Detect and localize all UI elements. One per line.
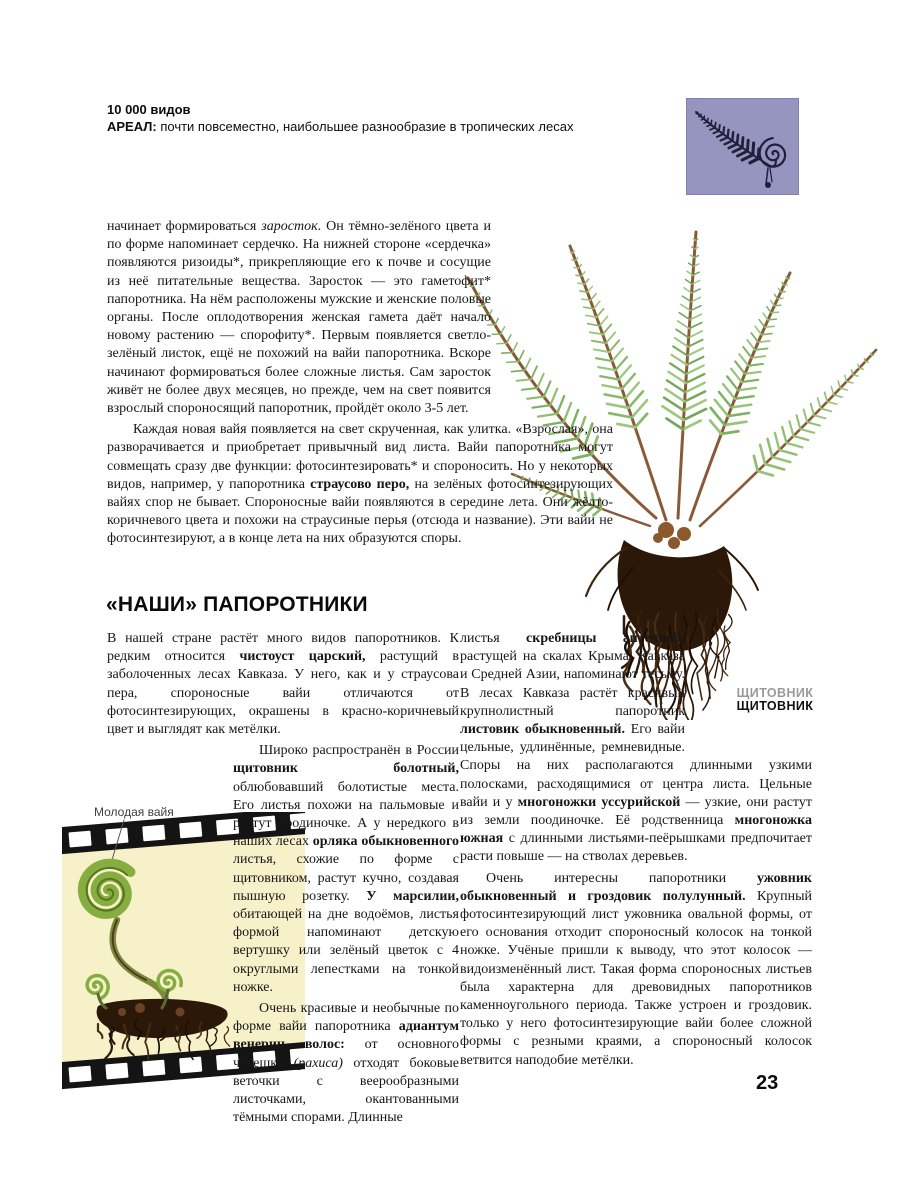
areal-text: почти повсеместно, наибольшее разнообразие в тропических лесах — [156, 119, 574, 134]
caption-ghost-line: ЩИТОВНИК — [736, 686, 814, 700]
young-frond-wrap-spacer — [107, 815, 233, 1120]
fern-thumbnail — [686, 98, 799, 195]
section-heading: «НАШИ» ПАПОРОТНИКИ — [106, 593, 368, 616]
paragraph-right-1: листья скребницы аптечной, растущей на скалах Крыма, Кавказа и Средней Азии, напоминают тесьму. В лесах Кавказа растёт красивый крупнолистный папоротник листовик обыкновенный. Его вайи цельные, удлинённые, ремневидные. Споры на них располагаются длинными узкими полосками, расходящимися от центра листа. Цельные вайи и у многоножки уссурийской — узкие, они растут из земли поодиночке. Её родственница многоножка южная с длинными листьями-пеёрышками предпочитает расти повыше — на стволах деревьев. — [460, 631, 812, 865]
paragraph-intro-2: Каждая новая вайя появляется на свет скрученная, как улитка. «Взрослая», она разворачивается и приобретает привычный вид листа. Вайи папоротника могут совмещать сразу две функции: фотосинтезировать* и спороносить. Но у некоторых видов, например, у папоротника страусово перо, на зелёных фотосинтезирующих вайях спор не бывает. Спороносные вайи появляются в середине лета. Они жёлто-коричневого цвета и похожи на страусиные перья (отсюда и название). Эти вайи не фотосинтезируют, а в конце лета на них образуются споры. — [107, 422, 613, 547]
intro-text — [107, 218, 613, 552]
paragraph-right-2: Очень интересны папоротники ужовник обыкновенный и гроздовик полулунный. Крупный фотосинтезирующий лист ужовника овальной формы, от его основания отходит спороносный колосок на тонкой ножке. Учёные пришли к выводу, что этот колосок — видоизменённый лист. Такая форма спороносных листьев была характерна для древовидных папоротников каменноугольного периода. Также устроен и гроздовик. только у него фотосинтезирующие вайи более сложной формы с резными краями, а спороносный колосок ветвится наподобие метёлки. — [460, 870, 812, 1068]
paragraph-left-1: В нашей стране растёт много видов папоротников. К редким относится чистоуст царский, растущий в заболоченных лесах Кавказа. У него, как и у страусова пера, спороносные вайи отличаются от фотосинтезирующих, окрашены в красно-коричневый цвет и выглядят как метёлки. — [107, 631, 459, 738]
fact-block — [107, 101, 573, 135]
paragraph-left-3: Очень красивые и необычные по форме вайи папоротника адиантум венерин волос: от основного черешка (рахиса) отходят боковые веточки с веерообразными листочками, окантованными тёмными спорами. Длинные — [233, 1001, 459, 1126]
text-wrap-spacer — [491, 218, 613, 416]
page-number: 23 — [756, 1072, 779, 1094]
left-column — [107, 630, 459, 1130]
fern-silhouette-icon — [686, 98, 799, 195]
areal-label: АРЕАЛ: — [107, 119, 157, 134]
main-fern-caption — [700, 687, 850, 713]
young-frond-caption: Молодая вайя — [94, 805, 174, 819]
areal-line — [107, 118, 573, 135]
species-count: 10 000 видов — [107, 102, 191, 117]
text-wrap-spacer — [685, 630, 812, 740]
paragraph-left-2: Широко распространён в России щитовник болотный, облюбовавший болотистые места. Его листья похожи на пальмовые и растут поодиночке. А у нередкого в наших лесах орляка обыкновенного листья, схожие по форме с щитовником, растут кучно, создавая пышную розетку. У марсилии, обитающей на дне водоёмов, листья формой напоминают детскую вертушку или зелёный цветок с 4 округлыми лепестками на тонкой ножке. — [233, 743, 459, 995]
caption-line: ЩИТОВНИК — [736, 699, 814, 713]
paragraph-intro-1: начинает формироваться заросток. Он тёмно-зелёного цвета и по форме напоминает сердечко. На нижней стороне «сердечка» появляются ризоиды*, прикрепляющие его к почве и сосущие из неё питательные вещества. Заросток — это гаметофит* папоротника. На нём расположены мужские и женские половые органы. После оплодотворения женская гамета даёт начало новому растению — спорофиту*. Первым появляется светло-зелёный листок, ещё не похожий на вайи папоротника. Вскоре начинают формироваться более сложные листья. Сам заросток живёт не более двух месяцев, но прежде, чем на свет появится взрослый спороносящий папоротник, пройдёт около 3-5 лет. — [107, 218, 613, 418]
